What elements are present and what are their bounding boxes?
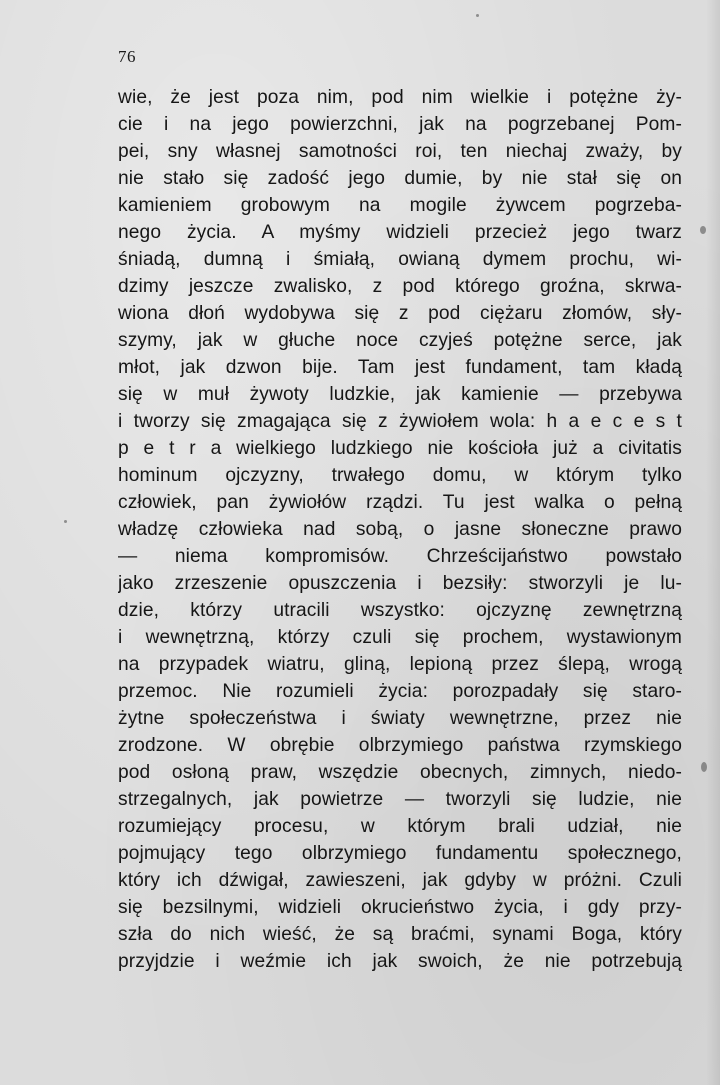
text-line: wie, że jest poza nim, pod nim wielkie i potężne ży- xyxy=(118,87,682,108)
text-line: hominum ojczyzny, trwałego domu, w którym tylko xyxy=(118,465,682,486)
text-line: nego życia. A myśmy widzieli przecież jego twarz xyxy=(118,222,682,243)
text-line: — niema kompromisów. Chrześcijaństwo powstało xyxy=(118,546,682,567)
text-line: nie stało się zadość jego dumie, by nie stał się on xyxy=(118,168,682,189)
text-line: strzegalnych, jak powietrze — tworzyli się ludzie, nie xyxy=(118,789,682,810)
text-line: śniadą, dumną i śmiałą, owianą dymem prochu, wi- xyxy=(118,249,682,270)
text-line: przemoc. Nie rozumieli życia: porozpadały się staro- xyxy=(118,681,682,702)
text-line: cie i na jego powierzchni, jak na pogrzebanej Pom- xyxy=(118,114,682,135)
text-line: pojmujący tego olbrzymiego fundamentu społecznego, xyxy=(118,843,682,864)
page-number: 76 xyxy=(118,47,136,66)
text-line: się bezsilnymi, widzieli okrucieństwo życia, i gdy przy- xyxy=(118,897,682,918)
body-text xyxy=(118,84,682,975)
text-line: kamieniem grobowym na mogile żywcem pogrzeba- xyxy=(118,195,682,216)
text-line: człowiek, pan żywiołów rządzi. Tu jest walka o pełną xyxy=(118,492,682,513)
text-line: szła do nich wieść, że są braćmi, synami Boga, który xyxy=(118,924,682,945)
text-line: dzie, którzy utracili wszystko: ojczyznę zewnętrzną xyxy=(118,600,682,621)
text-line: dzimy jeszcze zwalisko, z pod którego groźna, skrwa- xyxy=(118,276,682,297)
text-line: wiona dłoń wydobywa się z pod ciężaru złomów, sły- xyxy=(118,303,682,324)
text-line: młot, jak dzwon bije. Tam jest fundament, tam kładą xyxy=(118,357,682,378)
page-edge-shadow xyxy=(706,0,720,1085)
paper-speck xyxy=(64,520,67,523)
text-line: p e t r a wielkiego ludzkiego nie kościoła już a civitatis xyxy=(118,438,682,459)
text-line: zrodzone. W obrębie olbrzymiego państwa rzymskiego xyxy=(118,735,682,756)
paper-speck xyxy=(476,14,479,17)
text-line: żytne społeczeństwa i światy wewnętrzne, przez nie xyxy=(118,708,682,729)
text-line: jako zrzeszenie opuszczenia i bezsiły: stworzyli je lu- xyxy=(118,573,682,594)
text-line: rozumiejący procesu, w którym brali udział, nie xyxy=(118,816,682,837)
text-line: na przypadek wiatru, gliną, lepioną przez ślepą, wrogą xyxy=(118,654,682,675)
text-line: pod osłoną praw, wszędzie obecnych, zimnych, niedo- xyxy=(118,762,682,783)
text-line: szymy, jak w głuche noce czyjeś potężne serce, jak xyxy=(118,330,682,351)
text-line: i tworzy się zmagająca się z żywiołem wola: h a e c e s t xyxy=(118,411,682,432)
text-line: się w muł żywoty ludzkie, jak kamienie — przebywa xyxy=(118,384,682,405)
text-line: władzę człowieka nad sobą, o jasne słoneczne prawo xyxy=(118,519,682,540)
text-line: przyjdzie i weźmie ich jak swoich, że nie potrzebują xyxy=(118,951,682,972)
text-line: który ich dźwigał, zawieszeni, jak gdyby w próżni. Czuli xyxy=(118,870,682,891)
text-line: i wewnętrzną, którzy czuli się prochem, wystawionym xyxy=(118,627,682,648)
text-line: pei, sny własnej samotności roi, ten niechaj zważy, by xyxy=(118,141,682,162)
